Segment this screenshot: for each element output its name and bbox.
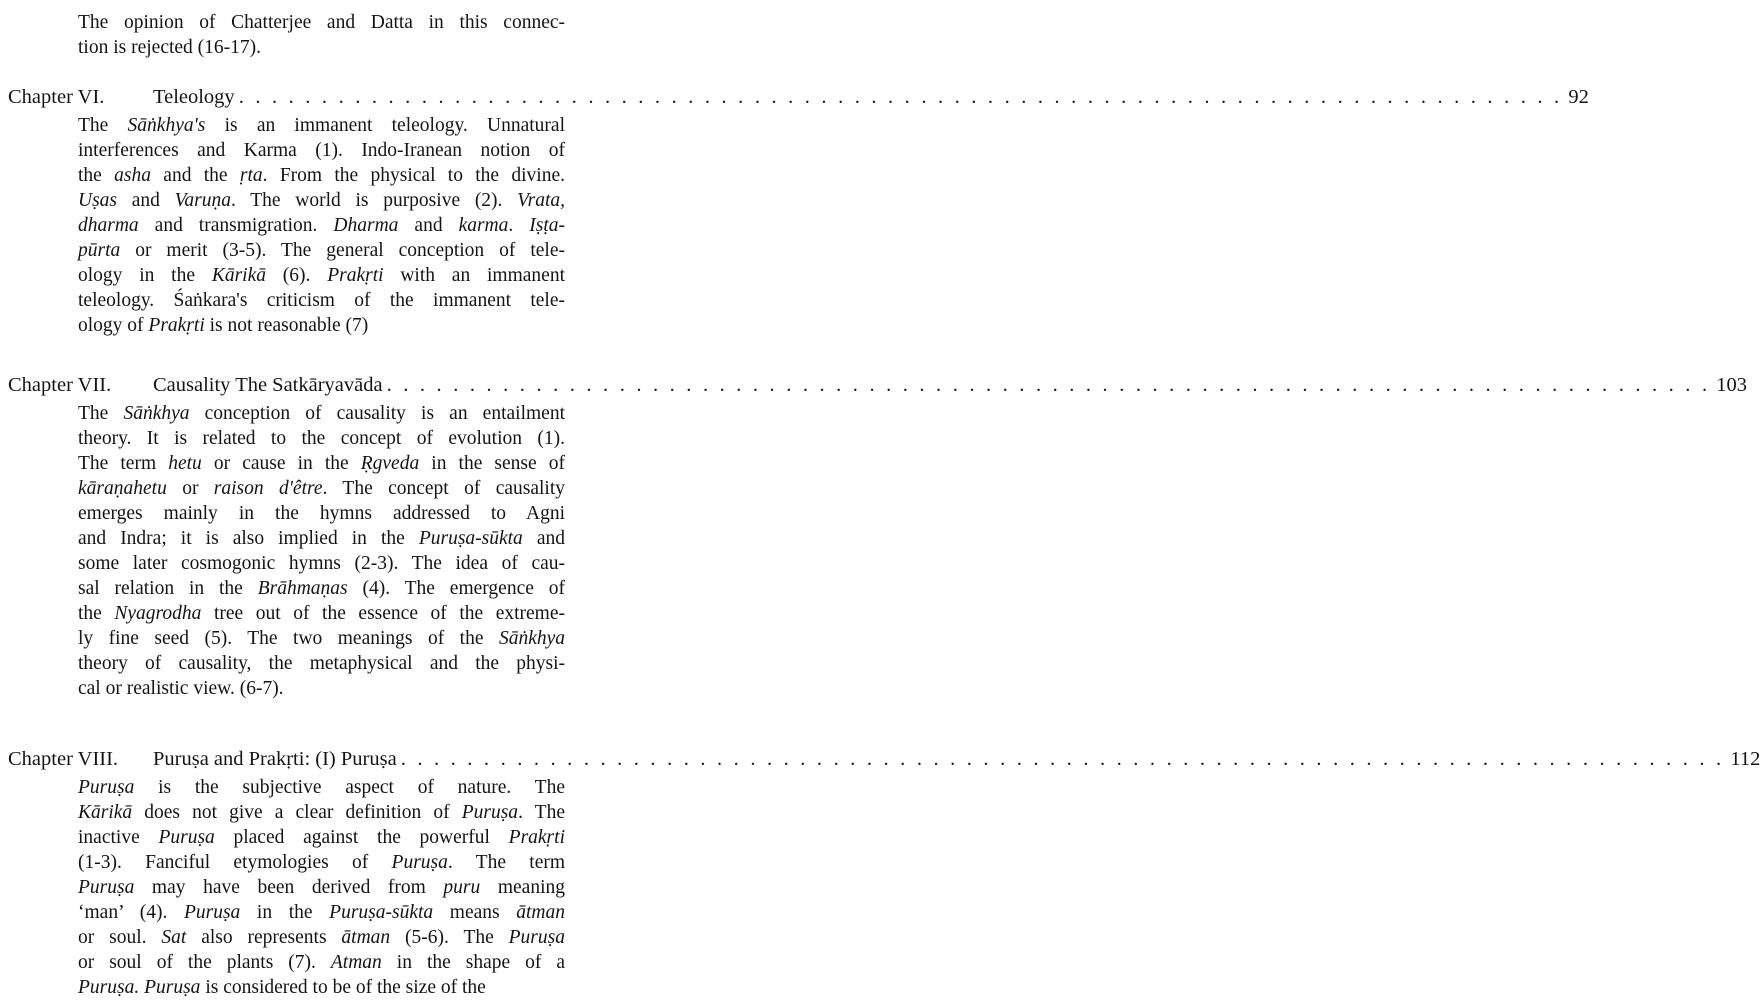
text-line: [78, 10, 565, 35]
text-run: sal relation in the: [78, 578, 258, 599]
italic-term: Dharma: [333, 215, 399, 236]
italic-term: puru: [443, 877, 481, 898]
italic-term: Puruṣa-sūkta: [418, 528, 523, 549]
text-line: [78, 313, 565, 338]
italic-term: pūrta: [78, 240, 121, 261]
italic-term: Kārikā: [211, 265, 266, 286]
page-number: 103: [1716, 374, 1748, 396]
text-line: [78, 651, 565, 676]
italic-term: Ṛgveda: [360, 453, 420, 474]
text-run: The: [78, 403, 124, 424]
italic-term: Puruṣa-sūkta: [329, 902, 434, 923]
italic-term: Nyagrodha: [114, 603, 202, 624]
italic-term: Prakṛti: [508, 827, 565, 848]
text-run: or soul.: [78, 927, 162, 948]
italic-term: ātman: [341, 927, 391, 948]
text-run: and the: [150, 165, 240, 186]
page-number: 92: [1568, 86, 1589, 108]
italic-term: Puruṣa: [158, 827, 215, 848]
chapter-label: Chapter VI.: [8, 86, 105, 108]
text-line: [78, 451, 565, 476]
text-run: tion is rejected (16-17).: [78, 37, 262, 58]
text-line: [78, 825, 565, 850]
italic-term: Puruṣa: [508, 927, 565, 948]
italic-term: Puruṣa: [461, 802, 519, 823]
italic-term: Prakṛti: [148, 315, 205, 336]
text-line: [78, 626, 565, 651]
text-run: meaning: [480, 877, 565, 898]
text-run: (1-3). Fanciful etymologies of: [78, 852, 392, 873]
italic-term: Sāṅkhya: [123, 403, 190, 424]
text-run: conception of causality is an entailment: [189, 403, 565, 424]
text-line: [78, 900, 565, 925]
italic-term: kāraṇahetu: [78, 478, 167, 499]
text-run: The opinion of Chatterjee and Datta in this connec-: [78, 12, 565, 33]
toc-entry-chapter-vii[interactable]: [8, 372, 1748, 398]
toc-entry-chapter-viii[interactable]: [8, 746, 1760, 772]
italic-term: Atman: [330, 952, 382, 973]
text-run: means: [433, 902, 517, 923]
text-run: . The concept of causality: [322, 478, 566, 499]
italic-term: Iṣṭa-: [529, 215, 566, 236]
text-line: [78, 601, 565, 626]
text-run: or: [166, 478, 214, 499]
text-line: [78, 213, 565, 238]
text-run: ‘man’ (4).: [78, 902, 184, 923]
text-run: the: [78, 603, 115, 624]
text-run: teleology. Śaṅkara's criticism of the immanent tele-: [78, 290, 565, 311]
text-run: The: [78, 115, 128, 136]
text-line: [78, 113, 565, 138]
text-run: . From the physical to the divine.: [262, 165, 566, 186]
italic-term: Puruṣa: [78, 777, 135, 798]
text-run: . The world is purposive (2).: [230, 190, 518, 211]
text-run: .: [508, 215, 530, 236]
italic-term: dharma: [78, 215, 139, 236]
text-line: [78, 501, 565, 526]
text-run: The term: [78, 453, 169, 474]
italic-term: Puruṣa: [78, 877, 135, 898]
text-line: [78, 551, 565, 576]
text-run: or soul of the plants (7).: [78, 952, 331, 973]
text-line: [78, 775, 565, 800]
text-run: the: [78, 165, 115, 186]
text-line: [78, 975, 565, 1000]
text-run: tree out of the essence of the extreme-: [201, 603, 566, 624]
italic-term: hetu: [168, 453, 202, 474]
text-run: some later cosmogonic hymns (2-3). The idea of cau-: [78, 553, 565, 574]
text-run: . The term: [447, 852, 566, 873]
text-run: may have been derived from: [134, 877, 444, 898]
text-run: and: [398, 215, 459, 236]
text-run: placed against the powerful: [214, 827, 509, 848]
text-line: [78, 925, 565, 950]
text-run: is not reasonable (7): [204, 315, 369, 336]
dot-leader: . . . . . . . . . . . . . . . . . . . . . . . . . . . . . . . . . . . . . . . . . . . . . . . . . . . . . . . . . . . . . . . . . . . . . . . . . . . . . . . .: [400, 748, 1725, 770]
italic-term: Sāṅkhya: [498, 628, 565, 649]
text-run: also represents: [186, 927, 342, 948]
text-line: [78, 263, 565, 288]
italic-term: Kārikā: [78, 802, 133, 823]
text-run: theory. It is related to the concept of evolution (1).: [78, 428, 565, 449]
text-line: [78, 576, 565, 601]
text-line: [78, 950, 565, 975]
text-run: and Indra; it is also implied in the: [78, 528, 419, 549]
text-run: . The: [518, 802, 565, 823]
italic-term: karma: [458, 215, 509, 236]
page-number: 112: [1730, 748, 1760, 770]
text-run: interferences and Karma (1). Indo-Iranean notion of: [78, 140, 565, 161]
text-line: [78, 875, 565, 900]
italic-term: Uṣas: [78, 190, 118, 211]
text-line: [78, 850, 565, 875]
chapter-label: Chapter VIII.: [8, 748, 119, 770]
italic-term: raison d'être: [213, 478, 323, 499]
chapter-title: Teleology: [153, 86, 235, 108]
italic-term: Sāṅkhya's: [127, 115, 206, 136]
text-run: and transmigration.: [138, 215, 334, 236]
text-run: ly fine seed (5). The two meanings of the: [78, 628, 499, 649]
text-line: [78, 163, 565, 188]
italic-term: ṛta: [239, 165, 263, 186]
text-run: ology of: [78, 315, 149, 336]
italic-term: ātman: [516, 902, 565, 923]
chapter-title: Puruṣa and Prakṛti: (I) Puruṣa: [153, 748, 397, 770]
text-run: does not give a clear definition of: [132, 802, 462, 823]
text-run: (5-6). The: [390, 927, 509, 948]
text-run: in the sense of: [419, 453, 565, 474]
text-run: emerges mainly in the hymns addressed to Agni: [78, 503, 565, 524]
text-run: theory of causality, the metaphysical and the physi-: [78, 653, 565, 674]
text-run: is an immanent teleology. Unnatural: [205, 115, 565, 136]
text-run: or cause in the: [201, 453, 361, 474]
toc-entry-chapter-vi[interactable]: [8, 84, 1589, 110]
italic-term: Puruṣa.: [78, 977, 140, 998]
text-line: [78, 188, 565, 213]
text-run: in the: [240, 902, 330, 923]
dot-leader: . . . . . . . . . . . . . . . . . . . . . . . . . . . . . . . . . . . . . . . . . . . . . . . . . . . . . . . . . . . . . . . . . . . . . . . . . . . . . . . .: [386, 374, 1711, 396]
text-line: [78, 138, 565, 163]
text-line: [78, 288, 565, 313]
italic-term: Varuṇa: [174, 190, 231, 211]
text-run: and: [117, 190, 175, 211]
text-run: or merit (3-5). The general conception of tele-: [120, 240, 565, 261]
italic-term: Sat: [161, 927, 187, 948]
text-run: ology in the: [78, 265, 212, 286]
text-line: [78, 401, 565, 426]
text-line: [78, 526, 565, 551]
text-run: (6).: [265, 265, 328, 286]
italic-term: Puruṣa: [391, 852, 448, 873]
italic-term: Brāhmaṇas: [257, 578, 348, 599]
text-run: is the subjective aspect of nature. The: [134, 777, 565, 798]
text-run: inactive: [78, 827, 159, 848]
italic-term: Puruṣa: [183, 902, 241, 923]
italic-term: Vrata,: [517, 190, 566, 211]
text-run: and: [522, 528, 566, 549]
text-run: is considered to be of the size of the: [200, 977, 486, 998]
text-run: cal or realistic view. (6-7).: [78, 678, 284, 699]
chapter-title: Causality The Satkāryavāda: [153, 374, 383, 396]
text-run: in the shape of a: [381, 952, 565, 973]
text-run: (4). The emergence of: [347, 578, 565, 599]
italic-term: Puruṣa: [144, 977, 201, 998]
text-line: [78, 35, 565, 60]
text-run: with an immanent: [383, 265, 565, 286]
italic-term: Prakṛti: [327, 265, 384, 286]
text-line: [78, 426, 565, 451]
text-line: [78, 676, 565, 701]
chapter-label: Chapter VII.: [8, 374, 112, 396]
text-line: [78, 238, 565, 263]
dot-leader: . . . . . . . . . . . . . . . . . . . . . . . . . . . . . . . . . . . . . . . . . . . . . . . . . . . . . . . . . . . . . . . . . . . . . . . . . . . . . . . .: [238, 86, 1563, 108]
text-line: [78, 476, 565, 501]
text-line: [78, 800, 565, 825]
italic-term: asha: [114, 165, 151, 186]
